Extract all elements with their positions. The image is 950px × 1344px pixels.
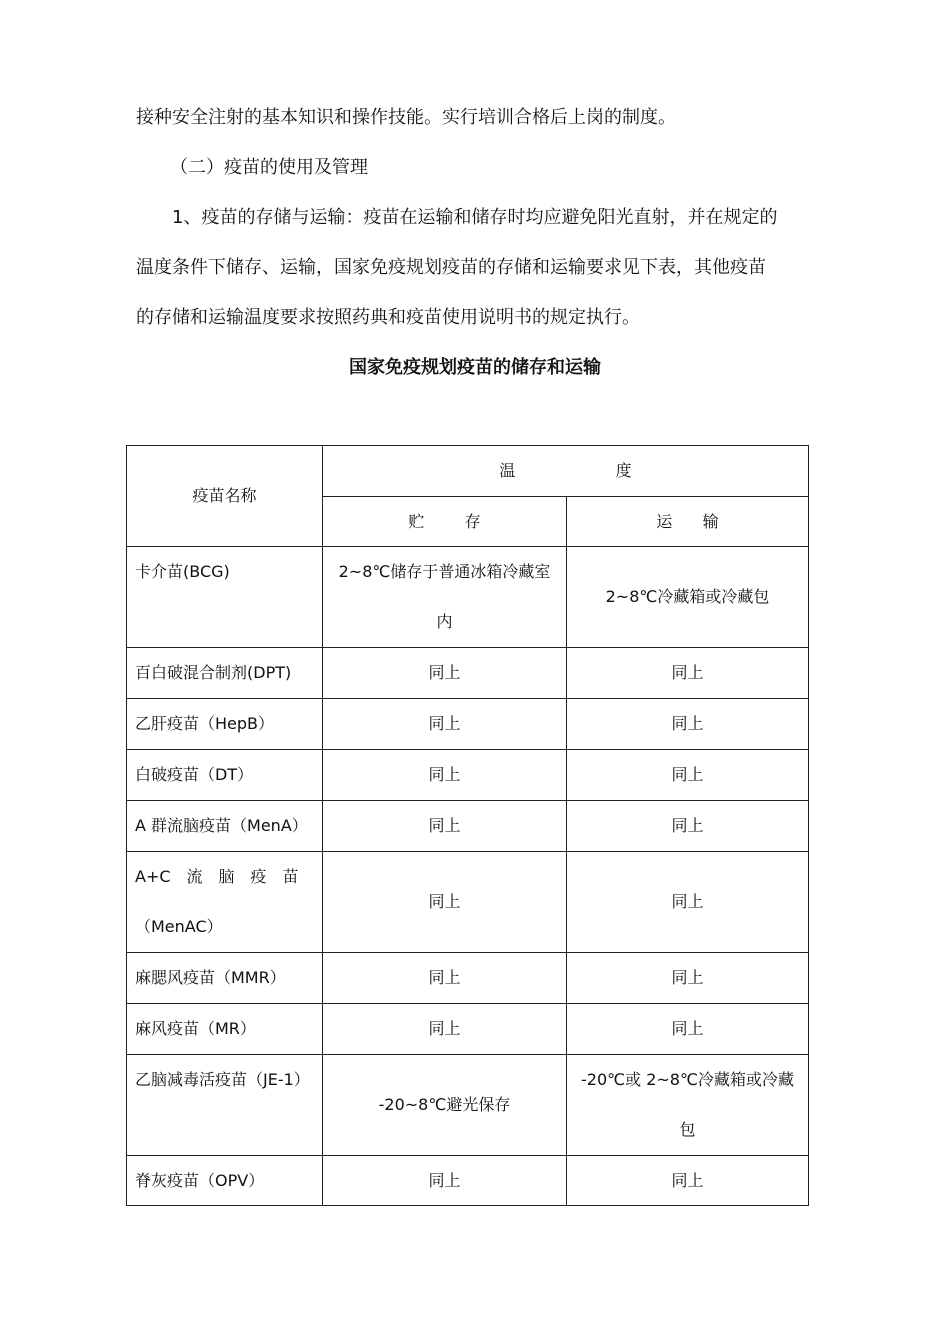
vaccine-name-line-1: A+C 流 脑 疫 苗 [135,867,299,886]
header-transport-a: 运 [656,511,673,531]
header-temperature-b: 度 [615,461,632,480]
table-row [127,1156,809,1206]
header-storage-a: 贮 [408,511,425,531]
vaccine-name-cell: A 群流脑疫苗（MenA） [127,801,323,852]
header-transport-b: 输 [702,511,719,531]
transport-cell: 同上 [567,953,809,1004]
vaccine-name-cell: 乙脑减毒活疫苗（JE-1） [127,1055,323,1156]
table-row [127,953,809,1004]
storage-cell: 同上 [323,699,567,750]
transport-cell: 同上 [567,852,809,953]
storage-cell-line-1: 2~8℃储存于普通冰箱冷藏室 [338,562,551,581]
table-row [127,1004,809,1055]
storage-cell-line-2: 内 [436,612,453,631]
vaccine-name-cell: 麻腮风疫苗（MMR） [127,953,323,1004]
vaccine-name-cell: 麻风疫苗（MR） [127,1004,323,1055]
storage-cell: 同上 [323,1156,567,1206]
vaccine-name-cell: 白破疫苗（DT） [127,750,323,801]
storage-cell: -20~8℃避光保存 [323,1055,567,1156]
storage-cell: 同上 [323,953,567,1004]
header-storage-b: 存 [464,511,481,531]
table-row [127,1055,809,1156]
paragraph-line-1: 接种安全注射的基本知识和操作技能。实行培训合格后上岗的制度。 [136,107,676,128]
table-row [127,852,809,953]
transport-cell-line-2: 包 [679,1120,696,1139]
vaccine-name-cell: 卡介苗(BCG) [127,547,323,648]
transport-cell-line-1: -20℃或 2~8℃冷藏箱或冷藏 [581,1070,794,1089]
transport-cell: 同上 [567,1156,809,1206]
storage-cell: 同上 [323,852,567,953]
storage-cell [323,547,567,648]
table-title: 国家免疫规划疫苗的储存和运输 [349,357,601,378]
transport-cell: 2~8℃冷藏箱或冷藏包 [567,547,809,648]
vaccine-name-line-2: （MenAC） [135,917,223,936]
storage-cell: 同上 [323,750,567,801]
transport-cell: 同上 [567,648,809,699]
table-row [127,648,809,699]
section-heading: （二）疫苗的使用及管理 [170,157,368,178]
paragraph-line-3: 1、疫苗的存储与运输：疫苗在运输和储存时均应避免阳光直射，并在规定的 [172,207,778,228]
transport-cell: 同上 [567,750,809,801]
transport-cell [567,1055,809,1156]
transport-cell: 同上 [567,699,809,750]
storage-cell: 同上 [323,1004,567,1055]
paragraph-line-4: 温度条件下储存、运输，国家免疫规划疫苗的存储和运输要求见下表，其他疫苗 [136,257,766,278]
vaccine-name-cell: 百白破混合制剂(DPT) [127,648,323,699]
table-row [127,699,809,750]
vaccine-name-cell: 乙肝疫苗（HepB） [127,699,323,750]
vaccine-name-cell: 脊灰疫苗（OPV） [127,1156,323,1206]
table-row [127,801,809,852]
header-transport [567,497,809,547]
paragraph-line-5: 的存储和运输温度要求按照药典和疫苗使用说明书的规定执行。 [136,307,640,328]
transport-cell: 同上 [567,801,809,852]
table-row [127,547,809,648]
transport-cell: 同上 [567,1004,809,1055]
vaccine-storage-table [126,445,809,1206]
storage-cell: 同上 [323,648,567,699]
header-vaccine-name: 疫苗名称 [127,446,323,547]
header-temperature-a: 温 [499,461,516,480]
header-temperature [323,446,809,497]
storage-cell: 同上 [323,801,567,852]
header-storage [323,497,567,547]
vaccine-name-cell [127,852,323,953]
table-row [127,750,809,801]
